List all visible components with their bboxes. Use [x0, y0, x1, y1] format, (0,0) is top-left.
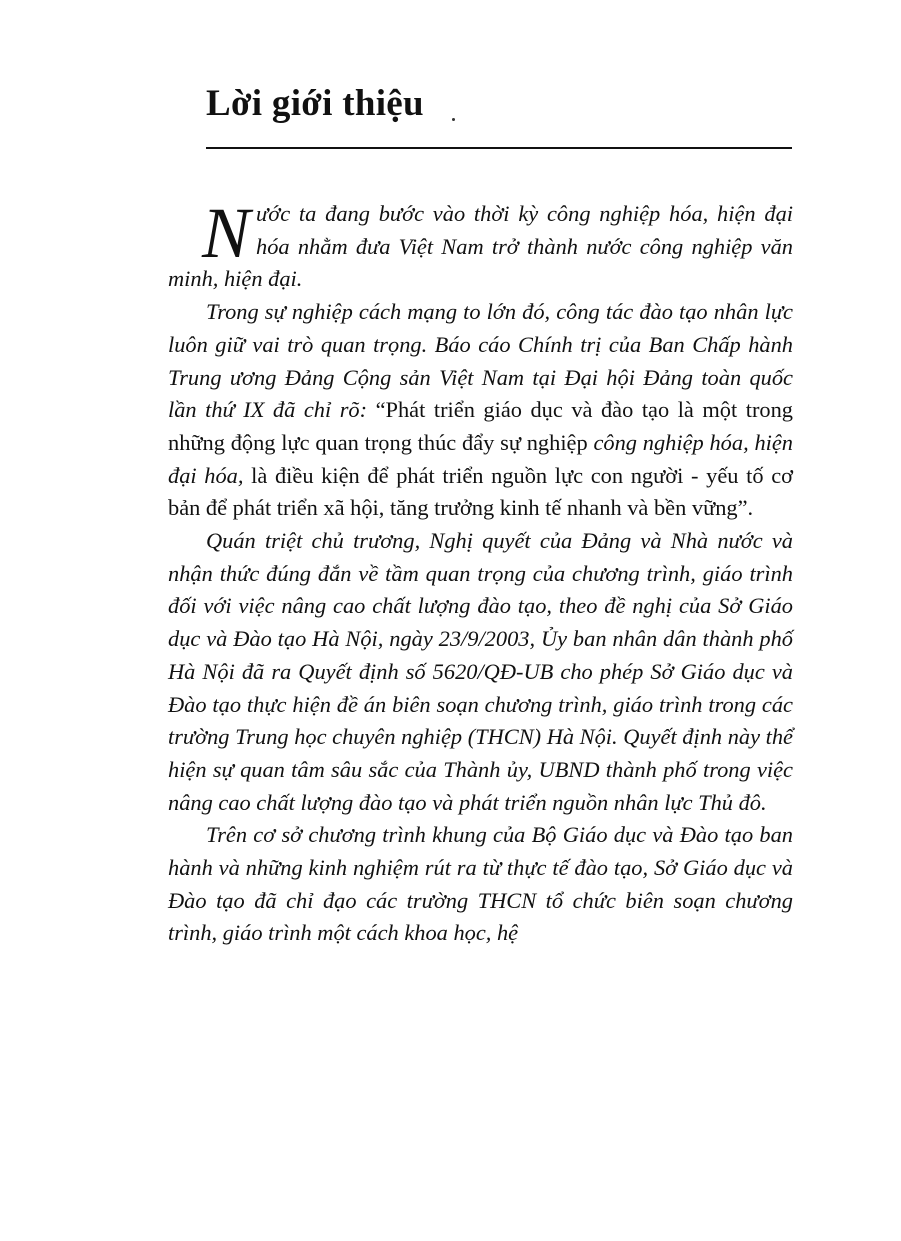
paragraph-4: Trên cơ sở chương trình khung của Bộ Giáo dục và Đào tạo ban hành và những kinh nghiệm rút ra từ thực tế đào tạo, Sở Giáo dục và Đào tạo đã chỉ đạo các trường THCN tổ chức biên soạn chương trình, giáo trình một cách khoa học, hệ [168, 822, 793, 946]
paragraph-2-quote-start: “Phát triển giáo dục và đào tạo là một trong những động lực quan trọng thúc đẩy sự nghiệp [168, 397, 793, 455]
paragraph-2-quote-italic: công nghiệp hóa, hiện đại hóa, [168, 429, 794, 488]
paragraph-2-quote-end: là điều kiện để phát triển nguồn lực con người - yếu tố cơ bản để phát triển xã hội, tăng trưởng kinh tế nhanh và bền vững”. [168, 462, 793, 521]
title-divider [206, 147, 792, 149]
paragraph-3: Quán triệt chủ trương, Nghị quyết của Đảng và Nhà nước và nhận thức đúng đắn về tầm quan trọng của chương trình, giáo trình đối với việc nâng cao chất lượng đào tạo, theo đề nghị của Sở Giáo dục và Đào tạo Hà Nội, ngày 23/9/2003, Ủy ban nhân dân thành phố Hà Nội đã ra Quyết định số 5620/QĐ-UB cho phép Sở Giáo dục và Đào tạo thực hiện đề án biên soạn chương trình, giáo trình trong các trường Trung học chuyên nghiệp (THCN) Hà Nội. Quyết định này thể hiện sự quan tâm sâu sắc của Thành ủy, UBND thành phố trong việc nâng cao chất lượng đào tạo và phát triển nguồn nhân lực Thủ đô. [168, 528, 793, 815]
body-text [168, 193, 794, 950]
drop-cap-letter: N [202, 193, 251, 273]
paragraph-2 [168, 296, 793, 525]
title-dot-mark [452, 118, 455, 121]
page-title: Lời giới thiệu [206, 83, 424, 124]
paragraph-1-text: ước ta đang bước vào thời kỳ công nghiệp hóa, hiện đại hóa nhằm đưa Việt Nam trở thành nước công nghiệp văn minh, hiện đại. [168, 201, 793, 292]
paragraph-2-italic: Trong sự nghiệp cách mạng to lớn đó, công tác đào tạo nhân lực luôn giữ vai trò quan trọng. Báo cáo Chính trị của Ban Chấp hành Trung ương Đảng Cộng sản Việt Nam tại Đại hội Đảng toàn quốc lần thứ IX đã chỉ rõ: [168, 299, 793, 423]
paragraph-1 [168, 193, 793, 296]
